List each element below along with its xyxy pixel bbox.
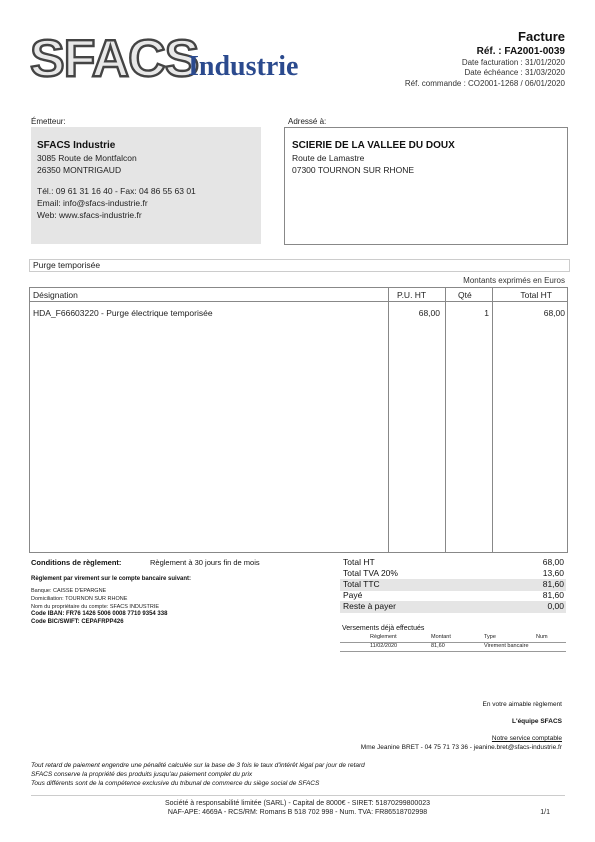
total-label: Payé: [343, 590, 363, 600]
row-qte: 1: [484, 308, 489, 318]
company-logo: [30, 30, 320, 88]
destinataire-label: Adressé à:: [288, 117, 327, 126]
date-facturation: Date facturation : 31/01/2020: [461, 58, 565, 67]
closing-contact: Mme Jeanine BRET - 04 75 71 73 36 - jeanine.bret@sfacs-industrie.fr: [360, 744, 562, 751]
logo-brand: SFACS: [30, 30, 199, 88]
total-label: Total TVA 20%: [343, 568, 398, 578]
emetteur-address2: 26350 MONTRIGAUD: [37, 165, 122, 175]
total-value: 81,60: [542, 579, 564, 589]
legal-line2: SFACS conserve la propriété des produits jusqu'au paiement complet du prix: [31, 771, 253, 778]
versements-title: Versements déjà effectués: [342, 625, 425, 632]
header-pu: P.U. HT: [397, 290, 427, 300]
emetteur-box: [31, 127, 261, 244]
invoice-title: Facture: [518, 29, 565, 44]
versement-date: 11/02/2020: [370, 643, 398, 649]
versement-montant: 81,60: [431, 643, 445, 649]
bic: Code BIC/SWIFT: CEPAFRPP426: [31, 619, 124, 625]
emetteur-email: Email: info@sfacs-industrie.fr: [37, 198, 148, 208]
legal-line3: Tous différents sont de la compétence exclusive du tribunal de commerce du siège social de SFACS: [31, 780, 320, 787]
versements-header: [340, 634, 566, 643]
emetteur-web: Web: www.sfacs-industrie.fr: [37, 210, 142, 220]
row-total: 68,00: [543, 308, 565, 318]
closing-service: Notre service comptable: [491, 735, 562, 742]
amounts-note: Montants exprimés en Euros: [463, 276, 565, 285]
total-value: 68,00: [542, 557, 564, 567]
table-header: [30, 288, 567, 302]
total-value: 81,60: [542, 590, 564, 600]
total-label: Reste à payer: [343, 601, 396, 611]
emetteur-name: SFACS Industrie: [37, 140, 116, 151]
header-qte: Qté: [458, 290, 472, 300]
row-pu: 68,00: [418, 308, 440, 318]
footer-line1: Société à responsabilité limitée (SARL) - Capital de 8000€ - SIRET: 51870299800023: [165, 800, 430, 807]
emetteur-address1: 3085 Route de Montfalcon: [37, 153, 137, 163]
col-divider: [492, 288, 493, 552]
banque: Banque: CAISSE D'EPARGNE: [31, 588, 107, 594]
domiciliation: Domiciliation: TOURNON SUR RHONE: [31, 596, 128, 602]
row-designation: HDA_F66603220 - Purge électrique temporisée: [33, 308, 213, 318]
footer-divider: [31, 795, 565, 796]
versements-header-montant: Montant: [431, 634, 451, 640]
destinataire-address2: 07300 TOURNON SUR RHONE: [292, 165, 415, 175]
total-value: 13,60: [542, 568, 564, 578]
iban: Code IBAN: FR76 1426 5006 0008 7710 9354 338: [31, 611, 168, 617]
emetteur-label: Émetteur:: [31, 117, 66, 126]
col-divider: [388, 288, 389, 552]
col-divider: [445, 288, 446, 552]
versements-section: [340, 625, 566, 652]
invoice-subject: Purge temporisée: [29, 259, 570, 272]
destinataire-address1: Route de Lamastre: [292, 153, 365, 163]
total-row: [340, 601, 566, 613]
page-number: 1/1: [540, 809, 550, 816]
emetteur-phone: Tél.: 09 61 31 16 40 - Fax: 04 86 55 63 01: [37, 186, 196, 196]
logo-suffix: Industrie: [188, 51, 299, 82]
legal-line1: Tout retard de paiement engendre une pénalité calculée sur la base de 3 fois le taux d'intérêt légal par jour de retard: [31, 762, 365, 769]
closing-signature: L'équipe SFACS: [512, 718, 562, 725]
header-total: Total HT: [520, 290, 552, 300]
destinataire-name: SCIERIE DE LA VALLEE DU DOUX: [292, 140, 455, 151]
versements-header-num: Num: [536, 634, 548, 640]
ref-commande: Réf. commande : CO2001-1268 / 06/01/2020: [404, 79, 565, 88]
proprietaire: Nom du propriétaire du compte: SFACS INDUSTRIE: [31, 604, 160, 610]
header-designation: Désignation: [33, 290, 78, 300]
conditions-label: Conditions de règlement:: [31, 558, 122, 567]
total-value: 0,00: [547, 601, 564, 611]
destinataire-box: [284, 127, 568, 245]
versements-header-reglement: Règlement: [370, 634, 397, 640]
versements-row: [340, 643, 566, 652]
total-label: Total TTC: [343, 579, 380, 589]
closing-line1: En votre aimable règlement: [482, 701, 562, 708]
virement-title: Règlement par virement sur le compte bancaire suivant:: [31, 576, 192, 582]
invoice-ref: Réf. : FA2001-0039: [476, 46, 565, 57]
lines-table: [29, 287, 568, 553]
versements-header-type: Type: [484, 634, 496, 640]
footer-line2: NAF-APE: 4669A - RCS/RM: Romans B 518 702 998 - Num. TVA: FR86518702998: [167, 809, 428, 816]
versement-type: Virement bancaire: [484, 643, 529, 649]
conditions-value: Règlement à 30 jours fin de mois: [150, 558, 260, 567]
invoice-header: [405, 30, 565, 89]
total-label: Total HT: [343, 557, 375, 567]
date-echeance: Date échéance : 31/03/2020: [464, 68, 565, 77]
